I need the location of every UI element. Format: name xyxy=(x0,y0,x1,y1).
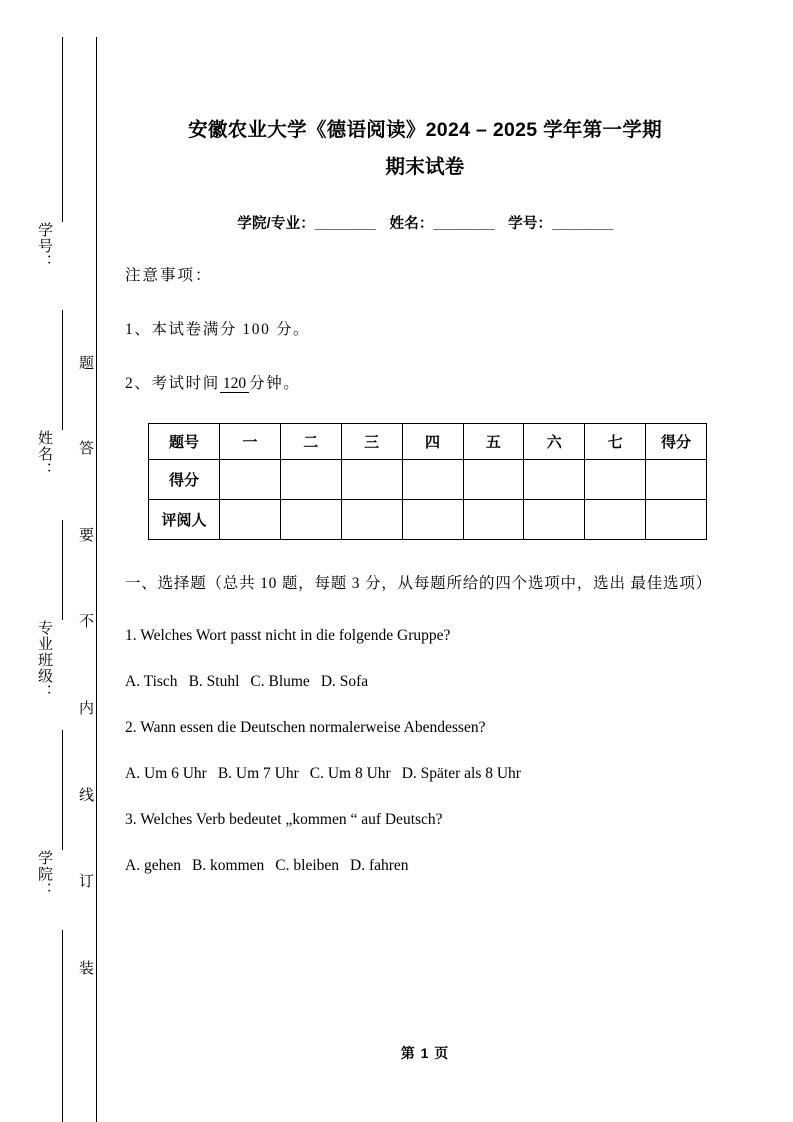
page-footer: 第 1 页 xyxy=(400,1045,450,1061)
binding-notice-glyph-4: 不 xyxy=(77,613,93,628)
student-id-label: 学号： xyxy=(508,216,553,232)
score-table-header-5: 五 xyxy=(463,424,524,460)
binding-outer-rule-segment-4 xyxy=(62,730,63,850)
section-one-heading-line-1: 一、选择题（总共 10 题，每题 3 分，从每题所给的四个选项中，选出 xyxy=(125,575,626,592)
score-cell-6[interactable] xyxy=(524,460,585,500)
table-row-marker xyxy=(149,500,707,540)
question-2-option-b[interactable]: B. Um 7 Uhr xyxy=(217,765,299,782)
name-blank[interactable]: ________ xyxy=(433,216,495,232)
student-id-blank[interactable]: ________ xyxy=(552,216,613,232)
score-table-header-7: 七 xyxy=(585,424,646,460)
marker-row-label: 评阅人 xyxy=(149,500,220,540)
identity-line xyxy=(125,212,725,233)
question-3-options xyxy=(125,854,725,878)
marker-cell-6[interactable] xyxy=(524,500,585,540)
question-1-option-a[interactable]: A. Tisch xyxy=(125,673,178,690)
notice-item-1: 1、本试卷满分 100 分。 xyxy=(125,321,311,338)
exam-duration-value[interactable]: 120 xyxy=(220,375,249,393)
section-one-heading xyxy=(125,566,725,602)
page-title-line-2: 期末试卷 xyxy=(385,156,465,178)
notice-item-2 xyxy=(125,371,725,393)
marker-cell-5[interactable] xyxy=(463,500,524,540)
page-title-line-1: 安徽农业大学《德语阅读》2024 – 2025 学年第一学期 xyxy=(188,119,662,141)
question-2-option-c[interactable]: C. Um 8 Uhr xyxy=(309,765,391,782)
score-cell-total[interactable] xyxy=(646,460,707,500)
section-one-heading-line-2: 最佳选项） xyxy=(630,575,712,592)
binding-outer-rule-segment-5 xyxy=(62,930,63,1122)
score-table-header-6: 六 xyxy=(524,424,585,460)
question-3-option-d[interactable]: D. fahren xyxy=(350,857,409,874)
binding-outer-rule-segment-1 xyxy=(62,37,63,222)
score-cell-1[interactable] xyxy=(220,460,281,500)
marker-cell-1[interactable] xyxy=(220,500,281,540)
name-label: 姓名： xyxy=(389,216,434,232)
score-cell-4[interactable] xyxy=(402,460,463,500)
binding-outer-rule-segment-2 xyxy=(62,310,63,430)
question-1-option-c[interactable]: C. Blume xyxy=(250,673,310,690)
notice-heading: 注意事项： xyxy=(125,267,213,284)
score-row-label: 得分 xyxy=(149,460,220,500)
score-cell-2[interactable] xyxy=(280,460,341,500)
score-table xyxy=(148,423,707,540)
binding-notice-glyph-1: 题 xyxy=(77,355,93,370)
page-title xyxy=(125,112,725,186)
marker-cell-total[interactable] xyxy=(646,500,707,540)
marker-cell-4[interactable] xyxy=(402,500,463,540)
college-major-blank[interactable]: ________ xyxy=(314,216,376,232)
exam-paper-body xyxy=(125,0,725,878)
marker-cell-7[interactable] xyxy=(585,500,646,540)
question-2-option-d[interactable]: D. Später als 8 Uhr xyxy=(401,765,521,782)
score-table-header-0: 题号 xyxy=(149,424,220,460)
binding-outer-rule-segment-3 xyxy=(62,520,63,620)
question-1-option-b[interactable]: B. Stuhl xyxy=(188,673,240,690)
question-2-option-a[interactable]: A. Um 6 Uhr xyxy=(125,765,207,782)
question-2-stem: 2. Wann essen die Deutschen normalerweise Abendessen? xyxy=(125,719,486,736)
score-table-header-8: 得分 xyxy=(646,424,707,460)
score-cell-5[interactable] xyxy=(463,460,524,500)
binding-notice-glyph-3: 要 xyxy=(77,527,93,542)
binding-field-name: 姓名： xyxy=(36,430,52,478)
score-table-container xyxy=(148,423,725,540)
binding-notice-glyph-6: 线 xyxy=(77,787,93,802)
notice-item-2-suffix: 分钟。 xyxy=(249,375,301,392)
marker-cell-2[interactable] xyxy=(280,500,341,540)
table-row-score xyxy=(149,460,707,500)
score-cell-7[interactable] xyxy=(585,460,646,500)
question-3-option-b[interactable]: B. kommen xyxy=(191,857,265,874)
score-table-header-1: 一 xyxy=(220,424,281,460)
question-1-option-d[interactable]: D. Sofa xyxy=(320,673,369,690)
marker-cell-3[interactable] xyxy=(341,500,402,540)
binding-margin xyxy=(0,0,110,1122)
binding-notice-glyph-2: 答 xyxy=(77,440,93,455)
score-table-header-4: 四 xyxy=(402,424,463,460)
table-row-header xyxy=(149,424,707,460)
score-table-header-2: 二 xyxy=(280,424,341,460)
question-3-option-c[interactable]: C. bleiben xyxy=(275,857,340,874)
notice-item-2-prefix: 2、考试时间 xyxy=(125,375,220,392)
question-2-options xyxy=(125,762,725,786)
binding-notice-glyph-7: 订 xyxy=(77,873,93,888)
binding-field-class: 专业班级： xyxy=(36,620,52,700)
question-3-stem: 3. Welches Verb bedeutet „kommen “ auf Deutsch? xyxy=(125,811,443,828)
score-cell-3[interactable] xyxy=(341,460,402,500)
binding-field-student-id: 学号： xyxy=(36,222,52,270)
question-1-stem: 1. Welches Wort passt nicht in die folgende Gruppe? xyxy=(125,627,451,644)
binding-notice-glyph-8: 装 xyxy=(77,960,93,975)
score-table-header-3: 三 xyxy=(341,424,402,460)
binding-field-college: 学院： xyxy=(36,850,52,898)
question-3-option-a[interactable]: A. gehen xyxy=(125,857,181,874)
binding-inner-rule xyxy=(96,37,97,1122)
question-1-options xyxy=(125,670,725,694)
binding-notice-glyph-5: 内 xyxy=(77,700,93,715)
college-major-label: 学院/专业： xyxy=(237,216,315,232)
